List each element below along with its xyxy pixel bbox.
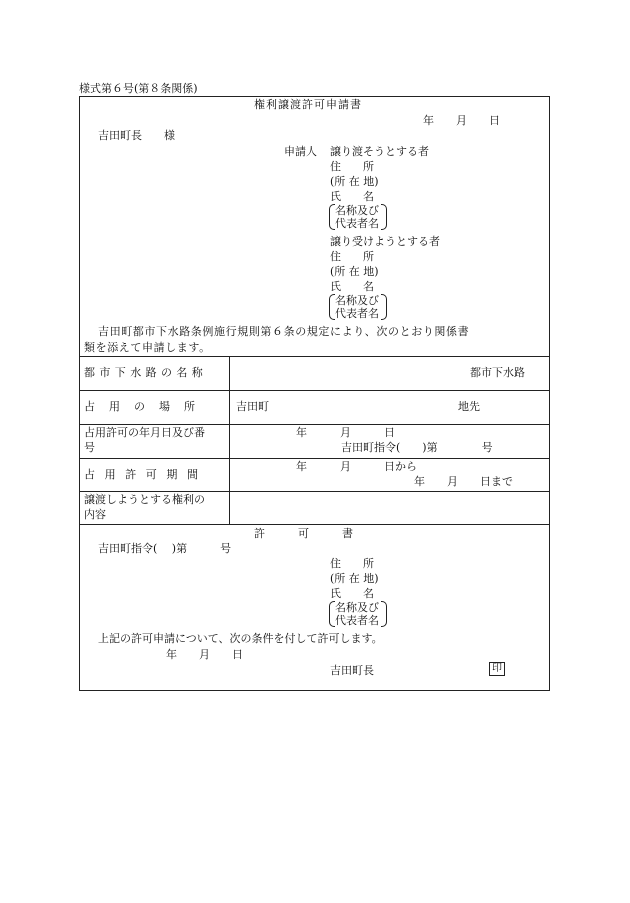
occupancy-period-to: 年 月 日まで (414, 475, 513, 488)
permit-date-number-label-1: 占用許可の年月日及び番 (84, 426, 205, 439)
permit-name-note: 名称及び 代表者名 (329, 601, 387, 627)
permit-title: 許 可 書 (254, 527, 353, 540)
transferee-address-label: 住 所 (330, 250, 374, 263)
permit-statement: 上記の許可申請について、次の条件を付して許可します。 (98, 632, 383, 645)
table-line (79, 424, 550, 425)
transferee-label: 譲り受けようとする者 (330, 235, 440, 248)
permit-date-value: 年 月 日 (296, 426, 395, 439)
sewer-name-label: 都市下水路の名称 (84, 366, 208, 379)
permit-location-label: (所 在 地) (330, 572, 379, 585)
transferor-name-label: 氏 名 (330, 190, 374, 203)
occupancy-location-town: 吉田町 (236, 400, 269, 413)
transferor-label: 譲り渡そうとする者 (330, 145, 429, 158)
form-number: 様式第６号(第８条関係) (79, 82, 198, 95)
application-date: 年 月 日 (423, 114, 500, 127)
form-title: 権利譲渡許可申請書 (254, 98, 362, 111)
occupancy-period-from: 年 月 日から (296, 460, 417, 473)
table-line (79, 491, 550, 492)
transfer-rights-label-1: 譲渡しようとする権利の (84, 493, 205, 506)
permit-date-number-label-2: 号 (84, 441, 95, 454)
permit-issuer: 吉田町長 (330, 664, 374, 677)
transferor-location-label: (所 在 地) (330, 175, 379, 188)
sewer-name-value: 都市下水路 (470, 366, 525, 379)
permit-number-line: 吉田町指令( )第 号 (98, 542, 232, 555)
transferee-name-label: 氏 名 (330, 280, 374, 293)
transferor-address-label: 住 所 (330, 160, 374, 173)
permit-number-value: 吉田町指令( )第 号 (341, 441, 493, 454)
applicant-label: 申請人 (284, 145, 317, 158)
transferee-location-label: (所 在 地) (330, 265, 379, 278)
table-line (79, 458, 550, 459)
permit-address-label: 住 所 (330, 557, 374, 570)
table-line (79, 356, 550, 357)
permit-date: 年 月 日 (166, 648, 243, 661)
table-line (79, 524, 550, 525)
form-frame (79, 96, 550, 691)
seal-mark: 印 (489, 662, 505, 676)
application-text-line1: 吉田町都市下水路条例施行規則第６条の規定により、次のとおり関係書 (98, 325, 470, 338)
transfer-rights-label-2: 内容 (84, 508, 106, 521)
permit-name-label: 氏 名 (330, 587, 374, 600)
table-line (79, 390, 550, 391)
occupancy-location-label: 占用の場所 (84, 400, 209, 413)
addressee: 吉田町長 様 (98, 129, 175, 142)
application-text-line2: 類を添えて申請します。 (84, 341, 211, 354)
transferor-name-note: 名称及び 代表者名 (329, 204, 387, 230)
transferee-name-note: 名称及び 代表者名 (329, 294, 387, 320)
occupancy-location-suffix: 地先 (458, 400, 480, 413)
table-divider (229, 356, 230, 524)
occupancy-period-label: 占用許可期間 (84, 468, 208, 481)
